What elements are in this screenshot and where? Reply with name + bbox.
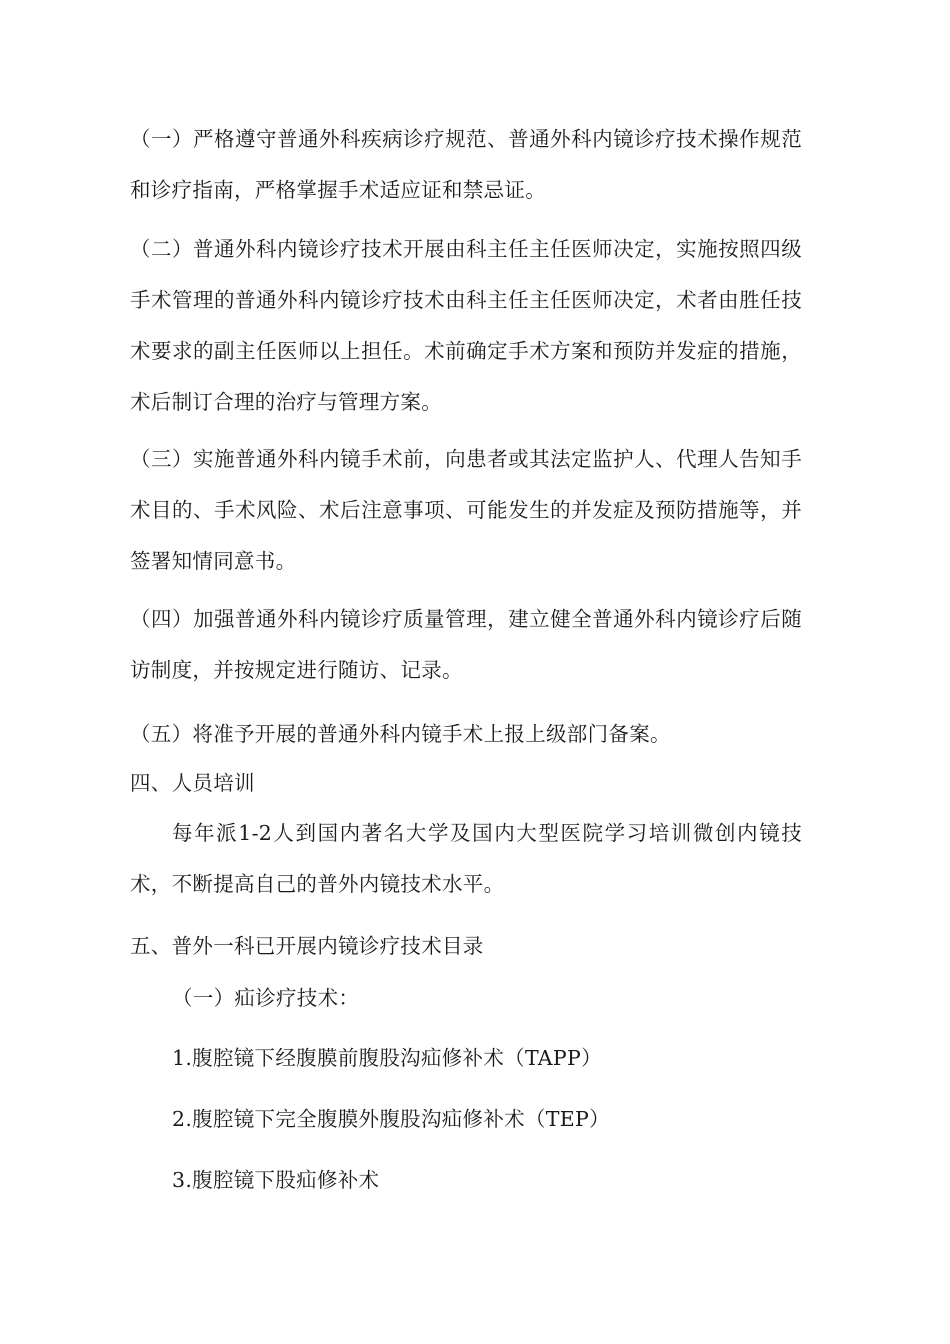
section5-heading: 五、普外一科已开展内镜诊疗技术目录: [130, 934, 484, 958]
section3-item-5: （五）将准予开展的普通外科内镜手术上报上级部门备案。: [130, 722, 671, 746]
section4-heading: 四、人员培训: [130, 771, 255, 795]
section4-body: 每年派1-2人到国内著名大学及国内大型医院学习培训微创内镜技术，不断提高自己的普外内镜技术水平。: [130, 821, 802, 896]
list-item: 2.腹腔镜下完全腹膜外腹股沟疝修补术（TEP）: [172, 1107, 610, 1131]
section3-item-4: （四）加强普通外科内镜诊疗质量管理，建立健全普通外科内镜诊疗后随访制度，并按规定进行随访、记录。: [130, 607, 802, 682]
section3-item-2: （二）普通外科内镜诊疗技术开展由科主任主任医师决定，实施按照四级手术管理的普通外科内镜诊疗技术由科主任主任医师决定，术者由胜任技术要求的副主任医师以上担任。术前确定手术方案和预防并发症的措施，术后制订合理的治疗与管理方案。: [130, 237, 802, 414]
section5-subheading: （一）疝诊疗技术：: [172, 986, 360, 1010]
list-item: 3.腹腔镜下股疝修补术: [172, 1168, 380, 1192]
section3-item-1: （一）严格遵守普通外科疾病诊疗规范、普通外科内镜诊疗技术操作规范和诊疗指南，严格掌握手术适应证和禁忌证。: [130, 127, 802, 202]
section3-item-3: （三）实施普通外科内镜手术前，向患者或其法定监护人、代理人告知手术目的、手术风险、术后注意事项、可能发生的并发症及预防措施等，并签署知情同意书。: [130, 447, 802, 573]
list-item: 1.腹腔镜下经腹膜前腹股沟疝修补术（TAPP）: [172, 1046, 602, 1070]
